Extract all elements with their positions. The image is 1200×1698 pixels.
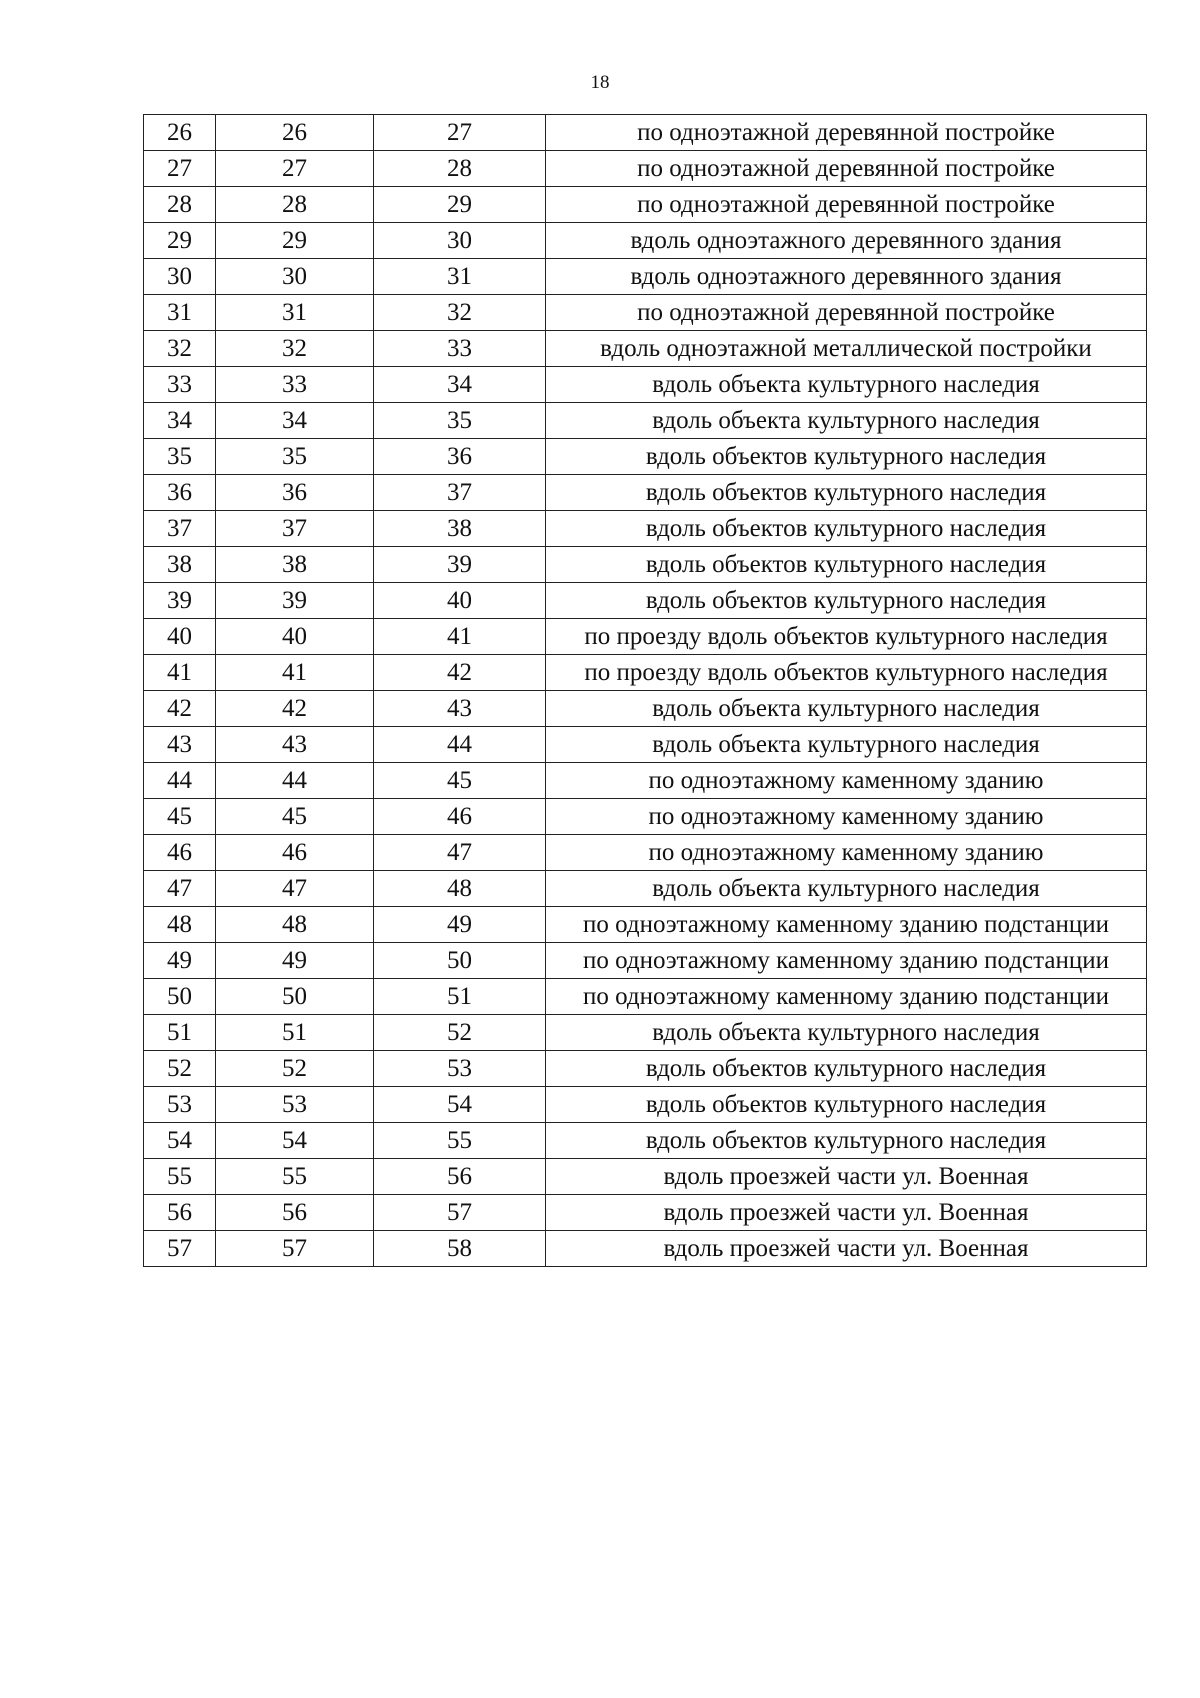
table-row — [144, 295, 1147, 331]
from-point-cell: 54 — [216, 1123, 374, 1159]
row-number-cell: 51 — [144, 1015, 216, 1051]
table-row — [144, 547, 1147, 583]
from-point-cell: 45 — [216, 799, 374, 835]
from-point-cell: 30 — [216, 259, 374, 295]
table-row — [144, 763, 1147, 799]
to-point-cell: 54 — [374, 1087, 546, 1123]
description-cell: по проезду вдоль объектов культурного наследия — [546, 619, 1147, 655]
description-cell: вдоль объектов культурного наследия — [546, 1051, 1147, 1087]
table-row — [144, 943, 1147, 979]
table-row — [144, 331, 1147, 367]
description-cell: вдоль объектов культурного наследия — [546, 1087, 1147, 1123]
row-number-cell: 46 — [144, 835, 216, 871]
to-point-cell: 35 — [374, 403, 546, 439]
description-cell: вдоль объектов культурного наследия — [546, 475, 1147, 511]
to-point-cell: 39 — [374, 547, 546, 583]
to-point-cell: 49 — [374, 907, 546, 943]
row-number-cell: 43 — [144, 727, 216, 763]
description-cell: вдоль одноэтажного деревянного здания — [546, 259, 1147, 295]
row-number-cell: 42 — [144, 691, 216, 727]
row-number-cell: 44 — [144, 763, 216, 799]
row-number-cell: 30 — [144, 259, 216, 295]
to-point-cell: 56 — [374, 1159, 546, 1195]
to-point-cell: 36 — [374, 439, 546, 475]
description-cell: вдоль проезжей части ул. Военная — [546, 1231, 1147, 1267]
from-point-cell: 26 — [216, 115, 374, 151]
from-point-cell: 35 — [216, 439, 374, 475]
from-point-cell: 50 — [216, 979, 374, 1015]
from-point-cell: 55 — [216, 1159, 374, 1195]
table-row — [144, 1195, 1147, 1231]
from-point-cell: 39 — [216, 583, 374, 619]
row-number-cell: 54 — [144, 1123, 216, 1159]
description-cell: по одноэтажной деревянной постройке — [546, 187, 1147, 223]
row-number-cell: 52 — [144, 1051, 216, 1087]
from-point-cell: 27 — [216, 151, 374, 187]
to-point-cell: 51 — [374, 979, 546, 1015]
row-number-cell: 49 — [144, 943, 216, 979]
table-row — [144, 223, 1147, 259]
from-point-cell: 42 — [216, 691, 374, 727]
description-cell: вдоль объектов культурного наследия — [546, 583, 1147, 619]
from-point-cell: 38 — [216, 547, 374, 583]
to-point-cell: 33 — [374, 331, 546, 367]
to-point-cell: 27 — [374, 115, 546, 151]
row-number-cell: 31 — [144, 295, 216, 331]
row-number-cell: 36 — [144, 475, 216, 511]
from-point-cell: 44 — [216, 763, 374, 799]
row-number-cell: 34 — [144, 403, 216, 439]
table-row — [144, 1231, 1147, 1267]
row-number-cell: 37 — [144, 511, 216, 547]
description-cell: вдоль проезжей части ул. Военная — [546, 1195, 1147, 1231]
from-point-cell: 28 — [216, 187, 374, 223]
from-point-cell: 32 — [216, 331, 374, 367]
to-point-cell: 38 — [374, 511, 546, 547]
from-point-cell: 37 — [216, 511, 374, 547]
row-number-cell: 57 — [144, 1231, 216, 1267]
row-number-cell: 38 — [144, 547, 216, 583]
to-point-cell: 37 — [374, 475, 546, 511]
description-cell: по одноэтажному каменному зданию подстанции — [546, 907, 1147, 943]
to-point-cell: 53 — [374, 1051, 546, 1087]
description-cell: вдоль объектов культурного наследия — [546, 511, 1147, 547]
row-number-cell: 39 — [144, 583, 216, 619]
table-row — [144, 583, 1147, 619]
row-number-cell: 47 — [144, 871, 216, 907]
row-number-cell: 28 — [144, 187, 216, 223]
table-row — [144, 1087, 1147, 1123]
table-row — [144, 1159, 1147, 1195]
from-point-cell: 40 — [216, 619, 374, 655]
description-cell: по одноэтажному каменному зданию — [546, 799, 1147, 835]
to-point-cell: 34 — [374, 367, 546, 403]
description-cell: по одноэтажной деревянной постройке — [546, 151, 1147, 187]
from-point-cell: 31 — [216, 295, 374, 331]
to-point-cell: 45 — [374, 763, 546, 799]
to-point-cell: 44 — [374, 727, 546, 763]
row-number-cell: 27 — [144, 151, 216, 187]
table-row — [144, 799, 1147, 835]
table-row — [144, 835, 1147, 871]
row-number-cell: 56 — [144, 1195, 216, 1231]
to-point-cell: 58 — [374, 1231, 546, 1267]
description-cell: вдоль объектов культурного наследия — [546, 547, 1147, 583]
to-point-cell: 48 — [374, 871, 546, 907]
description-cell: вдоль объектов культурного наследия — [546, 1123, 1147, 1159]
description-cell: вдоль объекта культурного наследия — [546, 367, 1147, 403]
description-cell: вдоль объектов культурного наследия — [546, 439, 1147, 475]
row-number-cell: 26 — [144, 115, 216, 151]
from-point-cell: 48 — [216, 907, 374, 943]
from-point-cell: 57 — [216, 1231, 374, 1267]
description-cell: вдоль проезжей части ул. Военная — [546, 1159, 1147, 1195]
description-cell: вдоль объекта культурного наследия — [546, 403, 1147, 439]
row-number-cell: 33 — [144, 367, 216, 403]
table-body — [144, 115, 1147, 1267]
from-point-cell: 33 — [216, 367, 374, 403]
to-point-cell: 32 — [374, 295, 546, 331]
row-number-cell: 35 — [144, 439, 216, 475]
table-row — [144, 187, 1147, 223]
from-point-cell: 51 — [216, 1015, 374, 1051]
page-number: 18 — [590, 72, 610, 93]
description-cell: по проезду вдоль объектов культурного наследия — [546, 655, 1147, 691]
table-row — [144, 367, 1147, 403]
table-row — [144, 511, 1147, 547]
from-point-cell: 53 — [216, 1087, 374, 1123]
table-row — [144, 439, 1147, 475]
table-row — [144, 979, 1147, 1015]
table-row — [144, 907, 1147, 943]
table-row — [144, 151, 1147, 187]
from-point-cell: 49 — [216, 943, 374, 979]
to-point-cell: 31 — [374, 259, 546, 295]
description-cell: вдоль объекта культурного наследия — [546, 727, 1147, 763]
to-point-cell: 28 — [374, 151, 546, 187]
description-cell: вдоль объекта культурного наследия — [546, 1015, 1147, 1051]
table-row — [144, 259, 1147, 295]
to-point-cell: 42 — [374, 655, 546, 691]
description-cell: вдоль одноэтажной металлической постройки — [546, 331, 1147, 367]
description-cell: по одноэтажному каменному зданию подстанции — [546, 979, 1147, 1015]
row-number-cell: 32 — [144, 331, 216, 367]
to-point-cell: 30 — [374, 223, 546, 259]
table-row — [144, 619, 1147, 655]
from-point-cell: 41 — [216, 655, 374, 691]
to-point-cell: 47 — [374, 835, 546, 871]
to-point-cell: 52 — [374, 1015, 546, 1051]
from-point-cell: 52 — [216, 1051, 374, 1087]
table-row — [144, 1051, 1147, 1087]
from-point-cell: 29 — [216, 223, 374, 259]
from-point-cell: 43 — [216, 727, 374, 763]
description-cell: по одноэтажной деревянной постройке — [546, 115, 1147, 151]
from-point-cell: 46 — [216, 835, 374, 871]
table-row — [144, 691, 1147, 727]
to-point-cell: 50 — [374, 943, 546, 979]
to-point-cell: 57 — [374, 1195, 546, 1231]
table-row — [144, 727, 1147, 763]
description-cell: вдоль объекта культурного наследия — [546, 691, 1147, 727]
table-row — [144, 403, 1147, 439]
table-row — [144, 1123, 1147, 1159]
description-cell: по одноэтажной деревянной постройке — [546, 295, 1147, 331]
row-number-cell: 48 — [144, 907, 216, 943]
to-point-cell: 41 — [374, 619, 546, 655]
description-cell: вдоль объекта культурного наследия — [546, 871, 1147, 907]
from-point-cell: 34 — [216, 403, 374, 439]
row-number-cell: 40 — [144, 619, 216, 655]
table-row — [144, 1015, 1147, 1051]
row-number-cell: 45 — [144, 799, 216, 835]
from-point-cell: 36 — [216, 475, 374, 511]
to-point-cell: 55 — [374, 1123, 546, 1159]
row-number-cell: 29 — [144, 223, 216, 259]
from-point-cell: 47 — [216, 871, 374, 907]
description-cell: по одноэтажному каменному зданию — [546, 763, 1147, 799]
table-row — [144, 655, 1147, 691]
from-point-cell: 56 — [216, 1195, 374, 1231]
row-number-cell: 55 — [144, 1159, 216, 1195]
table-row — [144, 115, 1147, 151]
to-point-cell: 40 — [374, 583, 546, 619]
table-row — [144, 475, 1147, 511]
boundary-table — [143, 114, 1147, 1267]
table-row — [144, 871, 1147, 907]
row-number-cell: 50 — [144, 979, 216, 1015]
to-point-cell: 43 — [374, 691, 546, 727]
row-number-cell: 53 — [144, 1087, 216, 1123]
description-cell: по одноэтажному каменному зданию — [546, 835, 1147, 871]
to-point-cell: 29 — [374, 187, 546, 223]
row-number-cell: 41 — [144, 655, 216, 691]
description-cell: вдоль одноэтажного деревянного здания — [546, 223, 1147, 259]
to-point-cell: 46 — [374, 799, 546, 835]
description-cell: по одноэтажному каменному зданию подстанции — [546, 943, 1147, 979]
